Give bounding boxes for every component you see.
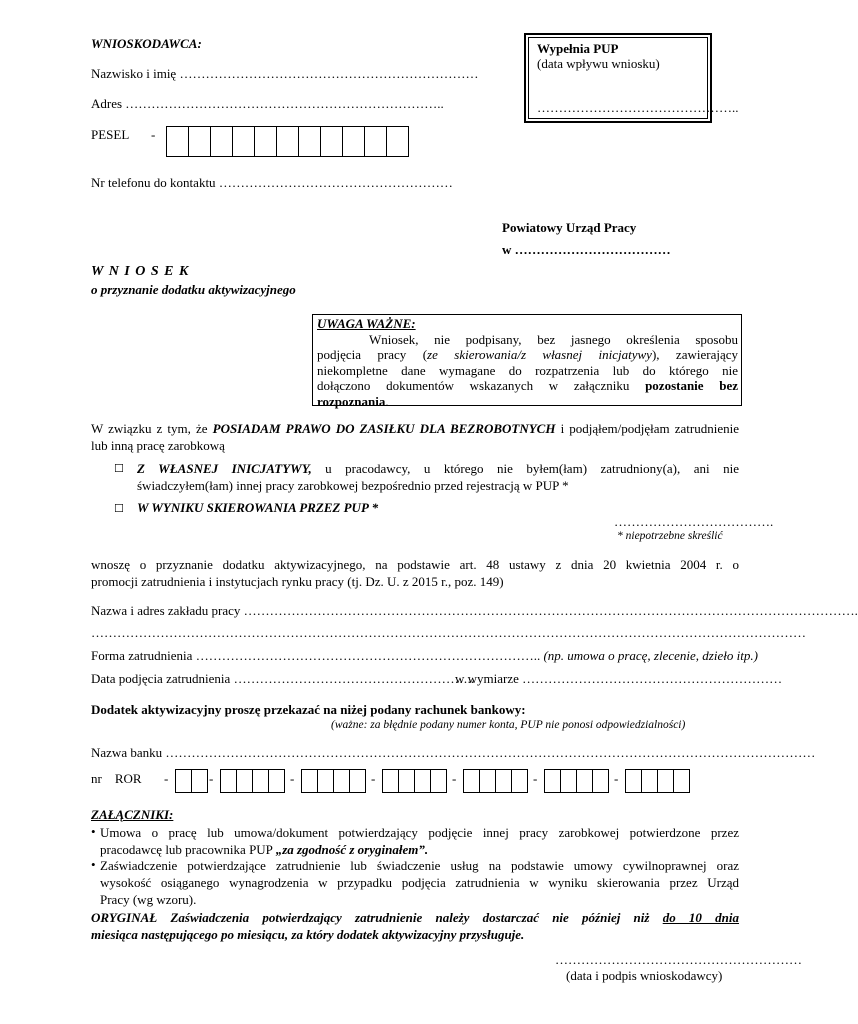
bank-note: (ważne: za błędnie podany numer konta, PUP nie ponosi odpowiedzialności) [331,719,686,731]
account-digit-group[interactable] [176,769,208,793]
pup-box-dots: ……………………………………….. [537,100,739,115]
form-label: Forma zatrudnienia [91,648,193,663]
warning-line-3: niekompletne dane wymagane do rozpatrzenia lub do którego nie [317,362,738,378]
form-subtitle: o przyznanie dodatku aktywizacyjnego [91,282,296,297]
account-dash: - [290,771,295,786]
account-digit-box[interactable] [220,769,237,793]
applicant-heading: WNIOSKODAWCA: [91,36,202,51]
pesel-digit-box[interactable] [232,126,255,157]
office-name: Powiatowy Urząd Pracy [502,220,637,235]
account-digit-box[interactable] [592,769,609,793]
footnote: * niepotrzebne skreślić [617,530,723,542]
phone-field[interactable] [91,175,453,191]
pesel-digit-box[interactable] [276,126,299,157]
pesel-digit-box[interactable] [254,126,277,157]
pesel-digit-box[interactable] [342,126,365,157]
warning-line-1: Wniosek, nie podpisany, bez jasnego określenia sposobu [369,331,738,347]
pesel-digit-box[interactable] [166,126,189,157]
original-note: ORYGINAŁ Zaświadczenia potwierdzający zatrudnienie należy dostarczać nie później niż do 10 dnia miesiąca następującego po miesiącu, za który dodatek aktywizacyjny przysługuje. [91,910,740,942]
warning-line-4: dołączono dokumentów wskazanych w załączniku pozostanie bez [317,378,738,393]
warning-heading: UWAGA WAŻNE: [317,316,416,331]
account-digit-box[interactable] [544,769,561,793]
attachment-2-bullet: • [91,857,96,872]
account-digit-box[interactable] [511,769,528,793]
name-field[interactable] [91,66,478,82]
account-digit-box[interactable] [382,769,399,793]
account-digit-box[interactable] [317,769,334,793]
account-digit-group[interactable] [302,769,366,793]
workplace-label: Nazwa i adres zakładu pracy [91,603,241,618]
address-dots: ……………………………………………………………….. [125,96,444,111]
dimension-label: w wymiarze [455,671,519,686]
account-digit-box[interactable] [463,769,480,793]
ror-label: nr ROR [91,771,142,786]
account-digit-box[interactable] [576,769,593,793]
workplace-dots: ……………………………………………………………………………………………………………………………. [243,603,858,618]
pesel-input-boxes[interactable] [167,126,409,157]
account-digit-box[interactable] [236,769,253,793]
account-digit-group[interactable] [626,769,690,793]
office-w-dots: ……………………………… [514,242,671,257]
address-label: Adres [91,96,123,111]
account-dash: - [164,771,169,786]
office-w-prefix: w [502,242,512,257]
warning-line-2: podjęcia pracy (ze skierowania/z własnej inicjatywy), zawierający [317,347,738,362]
pesel-label: PESEL [91,127,130,142]
name-dots: …………………………………………………………… [179,66,479,81]
pesel-digit-box[interactable] [386,126,409,157]
attachments-heading: ZAŁĄCZNIKI: [91,807,174,822]
pup-box-title: Wypełnia PUP [537,41,619,56]
account-digit-group[interactable] [464,769,528,793]
strike-sign-dots: ………………………………. [614,514,774,529]
pup-intake-box [524,33,739,123]
warning-line-5: rozpoznania. [317,393,389,409]
account-digit-box[interactable] [398,769,415,793]
form-hint: (np. umowa o pracę, zlecenie, dzieło itp.) [543,648,758,663]
account-dash: - [614,771,619,786]
intro-paragraph: W związku z tym, że POSIADAM PRAWO DO ZASIŁKU DLA BEZROBOTNYCH i podjąłem/podjęłam zatrudnienie lub inną pracę zarobkową [91,421,739,453]
account-dash: - [533,771,538,786]
account-digit-box[interactable] [673,769,690,793]
date-label: Data podjęcia zatrudnienia [91,671,231,686]
account-digit-box[interactable] [349,769,366,793]
warning-box [312,314,742,409]
dimension-dots: …………………………………………………… [522,671,783,686]
account-digit-box[interactable] [430,769,447,793]
address-field[interactable] [91,96,444,112]
account-digit-box[interactable] [479,769,496,793]
referral-checkbox[interactable]: ☐ [114,502,124,515]
workplace-dots-line-2[interactable]: ………………………………………………………………………………………………………………………………………………… [91,625,806,640]
account-digit-box[interactable] [560,769,577,793]
attachment-2: Zaświadczenie potwierdzające zatrudnienie lub świadczenie usług na podstawie umowy cywilnoprawnej oraz wysokość osiąganego wynagrodzenia w przypadku podjęcia zatrudnienia w wyniku skierowania przez Urząd Pracy (wg wzoru). [100,858,739,907]
pup-box-subtitle: (data wpływu wniosku) [537,56,660,71]
account-digit-box[interactable] [333,769,350,793]
form-dots: …………………………………………………………………….. [195,648,541,663]
request-paragraph: wnoszę o przyznanie dodatku aktywizacyjnego, na podstawie art. 48 ustawy z dnia 20 kwietnia 2004 r. o promocji zatrudnienia i instytucjach rynku pracy (tj. Dz. U. z 2015 r., poz. 149) [91,557,739,589]
account-digit-box[interactable] [301,769,318,793]
account-digit-box[interactable] [268,769,285,793]
dimension-field[interactable] [455,671,782,687]
account-digit-box[interactable] [175,769,192,793]
phone-dots: ……………………………………………… [218,175,453,190]
account-digit-group[interactable] [221,769,285,793]
date-dots: ……………………………………………….. [233,671,475,686]
account-dash: - [452,771,457,786]
own-initiative-option: Z WŁASNEJ INICJATYWY, u pracodawcy, u którego nie byłem(łam) zatrudniony(a), ani nie świadczyłem(łam) innej pracy zarobkowej bezpośrednio przed rejestracją w PUP * [137,461,739,493]
pesel-digit-box[interactable] [364,126,387,157]
pesel-digit-box[interactable] [188,126,211,157]
bank-name-label: Nazwa banku [91,745,163,760]
office-location[interactable] [502,242,671,258]
attachment-1: Umowa o pracę lub umowa/dokument potwierdzający podjęcie innej pracy zarobkowej potwierdzone przez pracodawcę lub pracownika PUP „za zgodność z oryginałem”. [100,825,739,857]
own-initiative-checkbox[interactable]: ☐ [114,462,124,475]
signature-label: (data i podpis wnioskodawcy) [566,968,723,983]
bank-heading: Dodatek aktywizacyjny proszę przekazać na niżej podany rachunek bankowy: [91,702,526,717]
referral-option: W WYNIKU SKIEROWANIA PRZEZ PUP * [137,500,379,515]
form-title: W N I O S E K [91,264,190,279]
account-digit-box[interactable] [657,769,674,793]
account-digit-box[interactable] [641,769,658,793]
workplace-field[interactable] [91,603,858,619]
bank-name-dots: …………………………………………………………………………………………………………………………………… [165,745,816,760]
account-digit-group[interactable] [545,769,609,793]
pesel-digit-box[interactable] [320,126,343,157]
account-digit-group[interactable] [383,769,447,793]
pesel-digit-box[interactable] [210,126,233,157]
account-digit-box[interactable] [252,769,269,793]
pesel-digit-box[interactable] [298,126,321,157]
attachment-1-bullet: • [91,824,96,839]
bank-name-field[interactable] [91,745,815,761]
account-digit-box[interactable] [495,769,512,793]
pesel-dash: - [151,127,156,142]
signature-dots[interactable]: ………………………………………………… [555,952,802,967]
account-digit-box[interactable] [414,769,431,793]
employment-form-field[interactable] [91,648,758,664]
phone-label: Nr telefonu do kontaktu [91,175,216,190]
name-label: Nazwisko i imię [91,66,177,81]
account-dash: - [209,771,214,786]
start-date-field[interactable] [91,671,474,687]
account-dash: - [371,771,376,786]
account-digit-box[interactable] [625,769,642,793]
account-digit-box[interactable] [191,769,208,793]
